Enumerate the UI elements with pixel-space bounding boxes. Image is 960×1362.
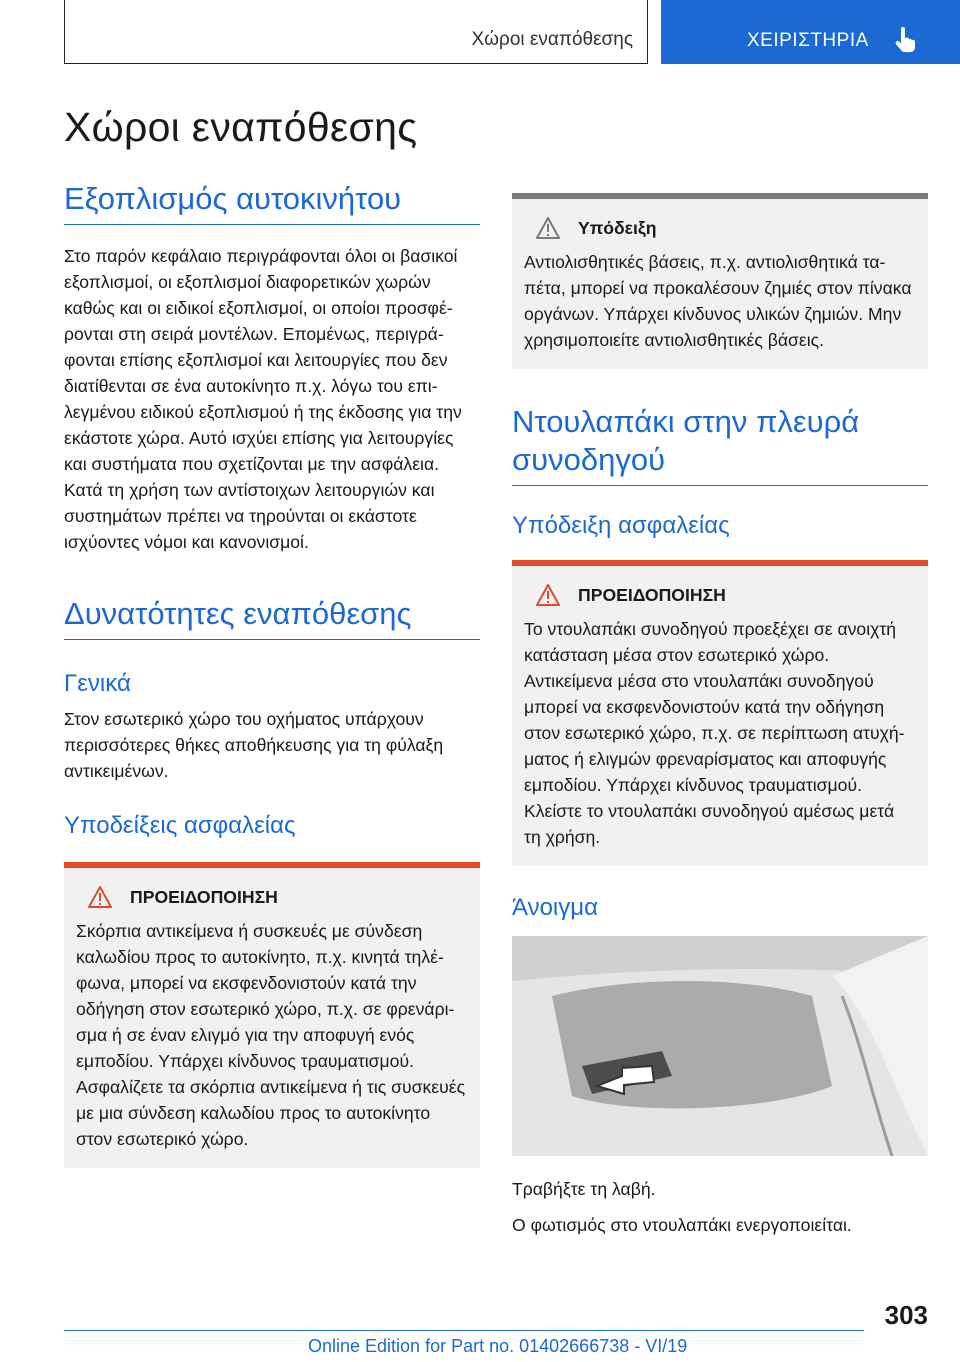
footer-rule [64, 1330, 864, 1331]
header-section-title: Χώροι εναπόθεσης [471, 29, 633, 50]
page-title: Χώροι εναπόθεσης [64, 104, 418, 150]
notice-triangle-icon [536, 217, 560, 239]
equipment-text: Στο παρόν κεφάλαιο περιγράφονται όλοι οι βασικοί εξοπλισμοί, οι εξοπλισμοί διαφορετικών χωρών καθώς και οι ειδικοί εξοπλισμοί, οι οποίοι προσφέρονται στη σειρά μοντέλων. Επομένως, περιγράφονται επίσης εξοπλισμοί και λειτουργίες που δεν διατίθενται σε ένα αυτοκίνητο π.χ. λόγω του επιλεγμένου ειδικού εξοπλισμού ή της έκδοσης για την εκάστοτε χώρα. Αυτό ισχύει επίσης για λειτουργίες και συστήματα που σχετίζονται με την ασφάλεια. Κατά τη χρήση των αντίστοιχων λειτουργιών και συστημάτων πρέπει να τηρούνται οι εκάστοτε ισχύοντες νόμοι και κανονισμοί. [64, 246, 462, 552]
warning-box [64, 862, 480, 1168]
notice-title-row [524, 217, 914, 239]
notice-box [512, 193, 928, 369]
warning-triangle-icon [88, 886, 112, 908]
header-section-box [64, 0, 648, 64]
page-number: 303 [884, 1300, 928, 1330]
glovebox-warning-box [512, 560, 928, 866]
storage-heading: Δυνατότητες εναπόθεσης [64, 595, 480, 640]
glovebox-illustration [512, 936, 928, 1156]
opening-heading: Άνοιγμα [512, 894, 598, 921]
warning-title-row [76, 886, 466, 908]
glovebox-warning-text: Το ντουλαπάκι συνοδηγού προεξέχει σε ανοιχτή κατάσταση μέσα στον εσωτερικό χώρο. Αντικείμενα μέσα στο ντουλαπάκι συνοδηγού μπορεί να εκσφενδονιστούν κατά την οδήγηση στον εσωτερικό χώρο, π.χ. σε περίπτωση ατυχήματος ή ελιγμών φρεναρίσματος και αποφυγής εμποδίου. Υπάρχει κίνδυνος τραυματισμού. Κλείστε το ντουλαπάκι συνοδηγού αμέσως μετά τη χρήση. [524, 619, 905, 847]
step-light-on: Ο φωτισμός στο ντουλαπάκι ενεργοποιείται. [512, 1215, 852, 1235]
footer-edition: Online Edition for Part no. 01402666738 - VI/19 [308, 1336, 688, 1356]
step-pull-handle: Τραβήξτε τη λαβή. [512, 1179, 656, 1199]
header-chapter-label: ΧΕΙΡΙΣΤΗΡΙΑ [747, 30, 869, 51]
notice-title: Υπόδειξη [578, 217, 657, 238]
glovebox-heading: Ντουλαπάκι στην πλευρά συνοδηγού [512, 403, 928, 486]
header-chapter-tab[interactable] [661, 0, 960, 64]
safety-notice-heading: Υπόδειξη ασφαλείας [512, 512, 730, 539]
general-text: Στον εσωτερικό χώρο του οχήματος υπάρχουν περισσότερες θήκες αποθήκευσης για τη φύλαξη αντικειμένων. [64, 709, 444, 781]
general-heading: Γενικά [64, 670, 131, 697]
safety-heading: Υποδείξεις ασφαλείας [64, 812, 296, 839]
equipment-heading: Εξοπλισμός αυτοκινήτου [64, 180, 480, 225]
right-column [512, 193, 928, 1238]
left-column [64, 180, 480, 1168]
glovebox-warning-title-row [524, 584, 914, 606]
warning-title: ΠΡΟΕΙΔΟΠΟΙΗΣΗ [130, 886, 278, 907]
hand-pointer-icon [891, 26, 919, 54]
warning-triangle-icon [536, 584, 560, 606]
glovebox-warning-title: ΠΡΟΕΙΔΟΠΟΙΗΣΗ [578, 584, 726, 605]
notice-text: Αντιολισθητικές βάσεις, π.χ. αντιολισθητικά ταπέτα, μπορεί να προκαλέσουν ζημιές στον πίνακα οργάνων. Υπάρχει κίνδυνος υλικών ζημιών. Μην χρησιμοποιείτε αντιολισθητικές βάσεις. [524, 252, 912, 350]
warning-text: Σκόρπια αντικείμενα ή συσκευές με σύνδεση καλωδίου προς το αυτοκίνητο, π.χ. κινητά τηλέφωνα, μπορεί να εκσφενδονιστούν κατά την οδήγηση στον εσωτερικό χώρο, π.χ. σε φρενάρισμα ή σε έναν ελιγμό για την αποφυγή ενός εμποδίου. Υπάρχει κίνδυνος τραυματισμού. Ασφαλίζετε τα σκόρπια αντικείμενα ή τις συσκευές με μια σύνδεση καλωδίου προς το αυτοκίνητο στον εσωτερικό χώρο. [76, 921, 466, 1149]
glovebox-photo [512, 936, 928, 1156]
